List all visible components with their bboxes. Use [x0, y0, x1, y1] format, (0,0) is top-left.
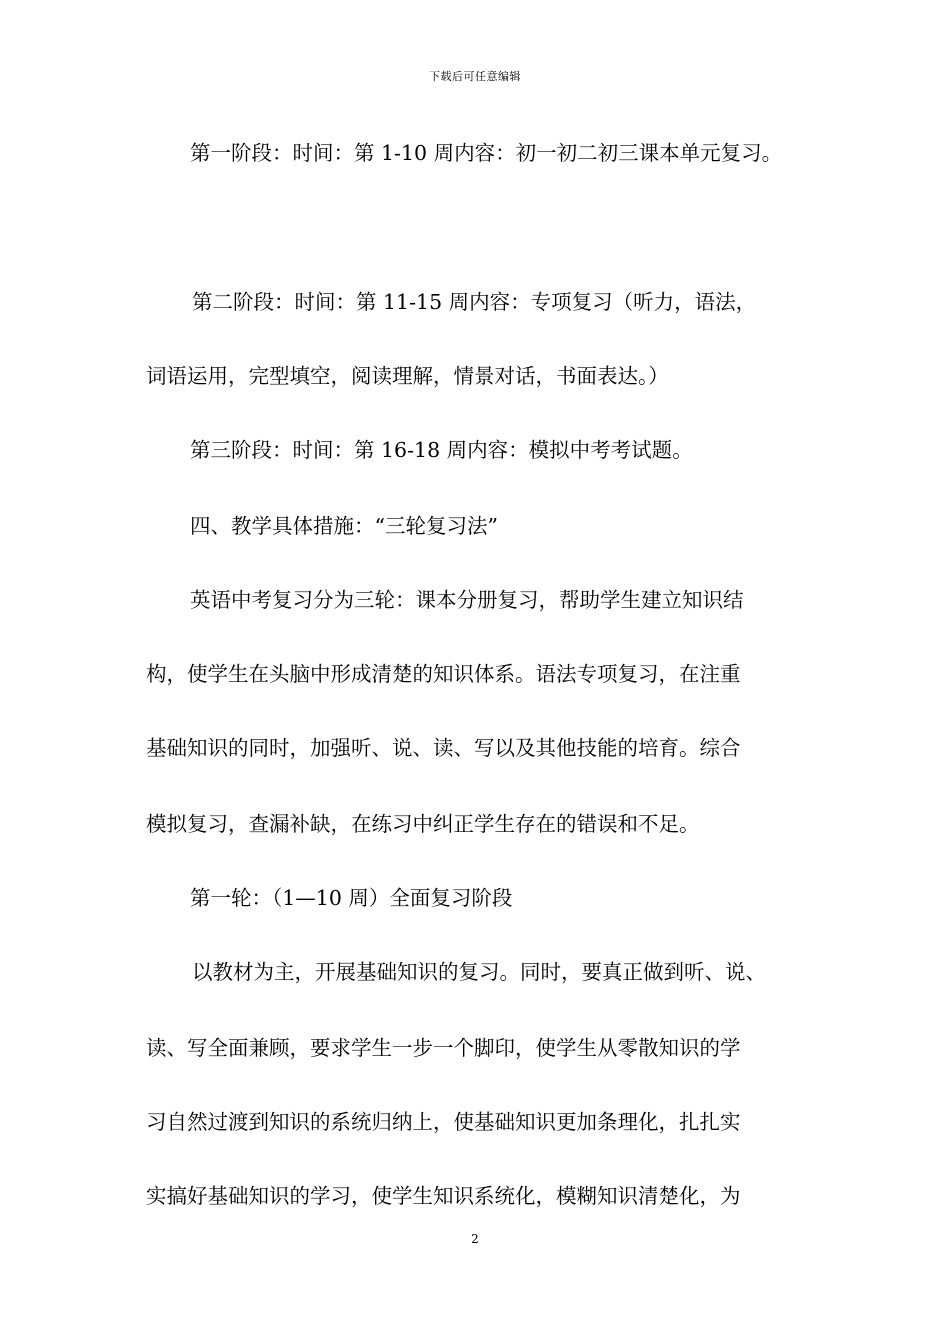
- text-line: 基础知识的同时，加强听、说、读、写以及其他技能的培育。综合: [146, 736, 741, 760]
- text-line: 以教材为主，开展基础知识的复习。同时，要真正做到听、说、: [192, 960, 766, 984]
- page-number: 2: [471, 1232, 479, 1246]
- text-line: 第一阶段：时间：第 1-10 周内容：初一初二初三课本单元复习。: [190, 141, 783, 165]
- text-line: 习自然过渡到知识的系统归纳上，使基础知识更加条理化，扎扎实: [146, 1110, 741, 1134]
- text-line: 模拟复习，查漏补缺，在练习中纠正学生存在的错误和不足。: [146, 812, 700, 836]
- text-line: 四、教学具体措施：“三轮复习法”: [190, 514, 498, 538]
- text-line: 词语运用，完型填空，阅读理解，情景对话，书面表达。）: [146, 364, 669, 388]
- text-line: 英语中考复习分为三轮：课本分册复习，帮助学生建立知识结: [190, 588, 744, 612]
- text-line: 第一轮：（1—10 周）全面复习阶段: [190, 886, 513, 910]
- text-line: 构，使学生在头脑中形成清楚的知识体系。语法专项复习，在注重: [146, 662, 741, 686]
- page-header: 下载后可任意编辑: [429, 70, 521, 83]
- text-line: 第二阶段：时间：第 11-15 周内容：专项复习（听力，语法，: [192, 290, 757, 314]
- text-line: 读、写全面兼顾，要求学生一步一个脚印，使学生从零散知识的学: [146, 1036, 741, 1060]
- text-line: 第三阶段：时间：第 16-18 周内容：模拟中考考试题。: [190, 438, 693, 462]
- text-line: 实搞好基础知识的学习，使学生知识系统化，模糊知识清楚化，为: [146, 1184, 741, 1208]
